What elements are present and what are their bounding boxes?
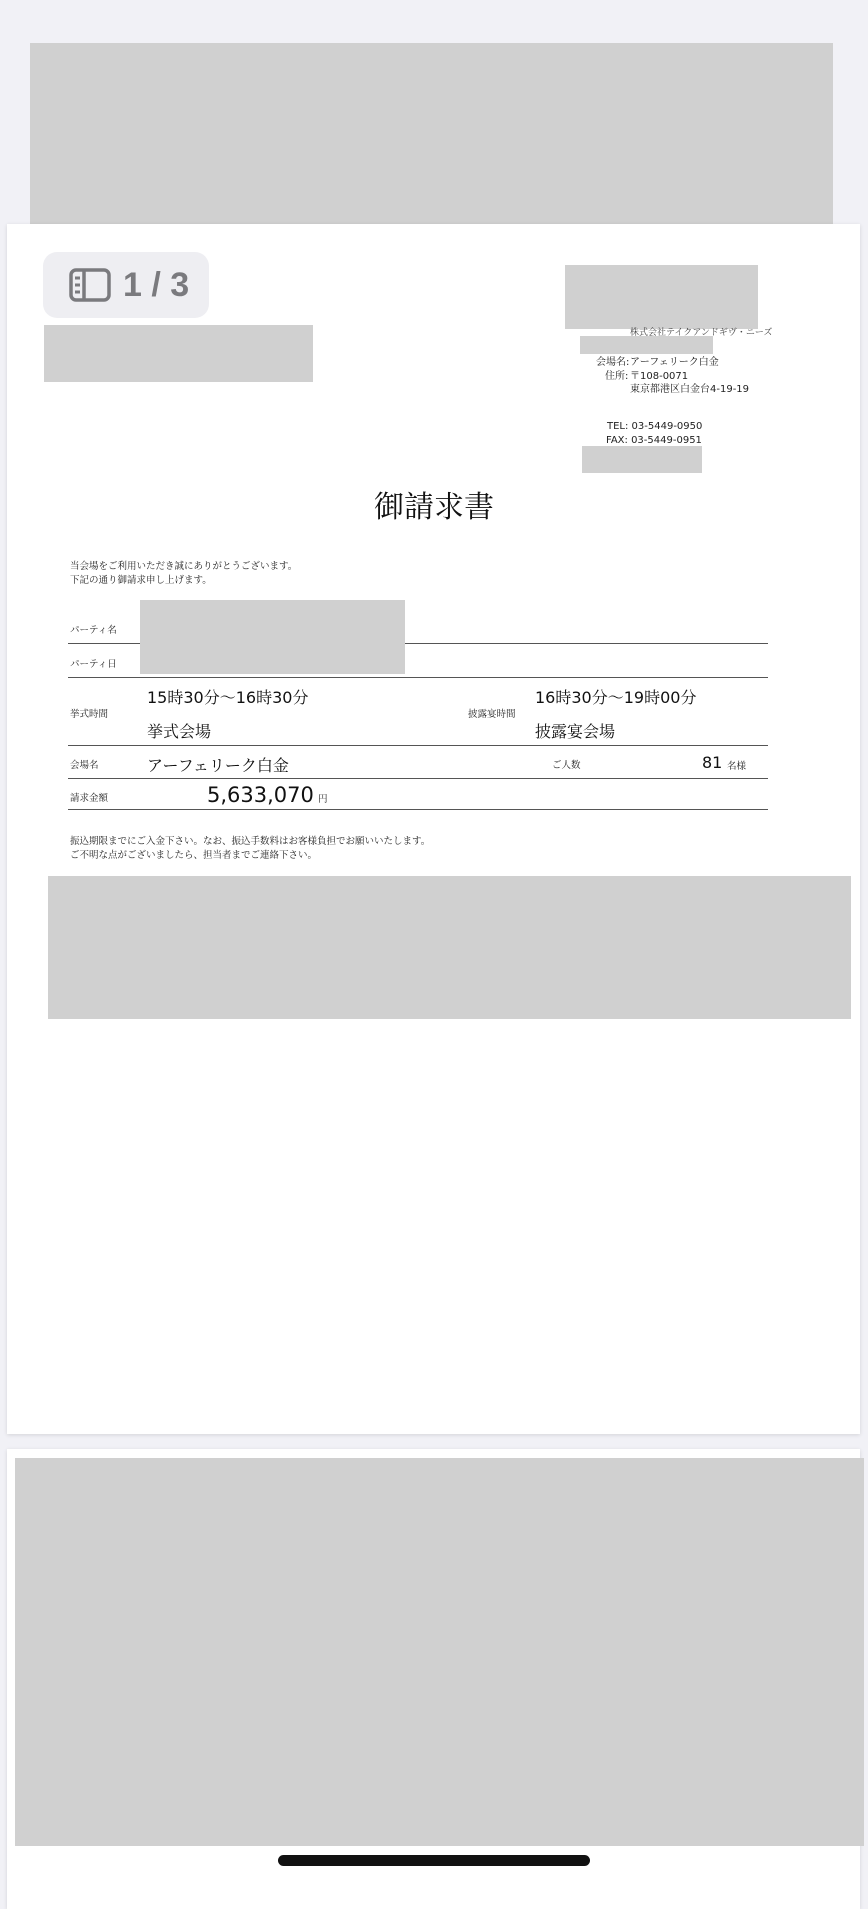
reception-time-label: 披露宴時間: [468, 709, 516, 720]
sidebar-icon[interactable]: [69, 268, 111, 302]
document-title: 御請求書: [374, 490, 494, 525]
page-count: 1 / 3: [123, 265, 190, 304]
tel: TEL: 03-5449-0950: [607, 421, 703, 432]
redacted-party-info: [140, 600, 405, 674]
ceremony-venue: 挙式会場: [147, 722, 212, 741]
greeting-line-2: 下記の通り御請求申し上げます。: [70, 575, 212, 586]
row-divider: [68, 745, 768, 746]
party-name-label: パーティ名: [70, 625, 117, 636]
amount-unit: 円: [318, 794, 328, 805]
document-page-1[interactable]: [7, 224, 860, 1434]
note-line-2: ご不明な点がございましたら、担当者までご連絡下さい。: [70, 850, 318, 861]
fax: FAX: 03-5449-0951: [606, 435, 702, 446]
reception-venue: 披露宴会場: [535, 722, 616, 741]
greeting-line-1: 当会場をご利用いただき誠にありがとうございます。: [70, 561, 298, 572]
amount-value: 5,633,070: [207, 783, 314, 807]
redacted-header-block: [30, 43, 833, 228]
redacted-logo: [565, 265, 758, 329]
redacted-recipient: [44, 325, 313, 382]
company-name: 株式会社テイクアンドギヴ・ニーズ: [630, 328, 773, 338]
page-indicator[interactable]: [43, 252, 209, 318]
address-label: 住所:: [605, 371, 629, 382]
guests-label: ご人数: [552, 760, 581, 771]
redacted-sender-line: [580, 336, 713, 354]
redacted-details-block: [48, 876, 851, 1019]
reception-time: 16時30分〜19時00分: [535, 688, 697, 707]
ceremony-time-label: 挙式時間: [70, 709, 109, 720]
home-indicator[interactable]: [278, 1855, 590, 1866]
row-divider: [68, 809, 768, 810]
postal-code: 〒108-0071: [630, 371, 689, 382]
row-divider: [68, 778, 768, 779]
guests-count: 81: [702, 753, 723, 772]
redacted-contact: [582, 446, 702, 473]
redacted-page-2: [15, 1458, 864, 1846]
row-divider: [68, 677, 768, 678]
venue-name-label: 会場名: [70, 760, 99, 771]
address: 東京都港区白金台4-19-19: [630, 384, 750, 395]
party-date-label: パーティ日: [70, 659, 117, 670]
venue-label: 会場名:: [596, 357, 630, 368]
amount-label: 請求金額: [70, 793, 109, 804]
ceremony-time: 15時30分〜16時30分: [147, 688, 309, 707]
guests-unit: 名様: [727, 761, 747, 772]
note-line-1: 振込期限までにご入金下さい。なお、振込手数料はお客様負担でお願いいたします。: [70, 836, 431, 847]
venue-name: アーフェリーク白金: [147, 756, 289, 775]
venue-value: アーフェリーク白金: [630, 357, 719, 368]
